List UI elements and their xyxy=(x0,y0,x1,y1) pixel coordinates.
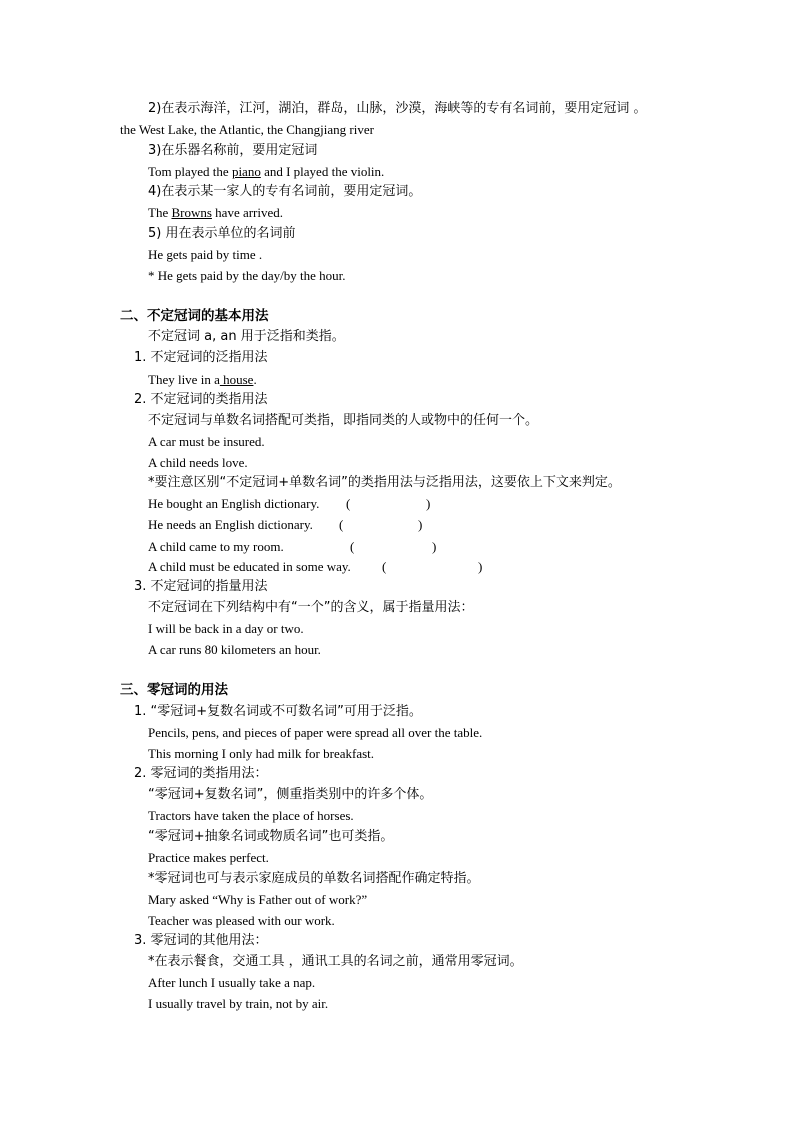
indef-point-2-example-1: A car must be insured. xyxy=(148,434,265,449)
zero-point-3-example-2: I usually travel by train, not by air. xyxy=(148,996,329,1011)
answer-blank-2-open: ( xyxy=(339,517,344,532)
answer-blank-3-open: ( xyxy=(350,539,355,554)
exercise-line-3: A child came to my room. xyxy=(148,539,284,554)
item-5-heading: 5) 用在表示单位的名词前 xyxy=(148,226,296,241)
zero-point-2-desc-2: “零冠词+抽象名词或物质名词”也可类指。 xyxy=(148,829,394,844)
answer-blank-2-close: ) xyxy=(418,517,423,532)
indefinite-intro: 不定冠词 a, an 用于泛指和类指。 xyxy=(148,329,345,344)
indef-point-2-example-2: A child needs love. xyxy=(148,455,248,470)
indef-point-3-example-2: A car runs 80 kilometers an hour. xyxy=(148,642,321,657)
zero-point-2-example-2: Practice makes perfect. xyxy=(148,850,269,865)
zero-point-2-example-3: Mary asked “Why is Father out of work?” xyxy=(148,892,368,907)
item-2-heading: 2)在表示海洋，江河，湖泊，群岛，山脉，沙漠，海峡等的专有名词前，要用定冠词 。 xyxy=(148,101,647,116)
zero-point-2-desc-1: “零冠词+复数名词”，侧重指类别中的许多个体。 xyxy=(148,787,433,802)
answer-blank-3-close: ) xyxy=(432,539,437,554)
zero-point-1-example-1: Pencils, pens, and pieces of paper were spread all over the table. xyxy=(148,725,483,740)
item-2-example: the West Lake, the Atlantic, the Changjiang river xyxy=(120,122,374,137)
answer-blank-4-open: ( xyxy=(382,559,387,574)
indef-point-1-heading: 1. 不定冠词的泛指用法 xyxy=(134,350,268,365)
answer-blank-4-close: ) xyxy=(478,559,483,574)
indef-point-1-example: They live in a house. xyxy=(148,372,257,387)
exercise-line-4: A child must be educated in some way. xyxy=(148,559,351,574)
section-zero-title: 三、零冠词的用法 xyxy=(120,682,228,698)
indef-point-3-example-1: I will be back in a day or two. xyxy=(148,621,304,636)
exercise-line-2: He needs an English dictionary. xyxy=(148,517,313,532)
zero-point-1-heading: 1. “零冠词+复数名词或不可数名词”可用于泛指。 xyxy=(134,704,422,719)
item-4-heading: 4)在表示某一家人的专有名词前，要用定冠词。 xyxy=(148,184,422,199)
zero-point-1-example-2: This morning I only had milk for breakfast. xyxy=(148,746,375,761)
item-5-example-1: He gets paid by time . xyxy=(148,247,263,262)
section-indefinite-title: 二、不定冠词的基本用法 xyxy=(120,308,269,324)
indef-point-3-heading: 3. 不定冠词的指量用法 xyxy=(134,579,268,594)
item-4-example: The Browns have arrived. xyxy=(148,205,284,220)
indef-point-2-note: *要注意区别“不定冠词+单数名词”的类指用法与泛指用法，这要依上下文来判定。 xyxy=(148,475,621,490)
item-3-heading: 3)在乐器名称前，要用定冠词 xyxy=(148,143,318,158)
zero-point-3-note: *在表示餐食，交通工具 ，通讯工具的名词之前，通常用零冠词。 xyxy=(148,954,523,969)
zero-point-2-note: *零冠词也可与表示家庭成员的单数名词搭配作确定特指。 xyxy=(148,871,480,886)
zero-point-3-example-1: After lunch I usually take a nap. xyxy=(148,975,316,990)
answer-blank-1-open: ( xyxy=(346,496,351,511)
indef-point-3-desc: 不定冠词在下列结构中有“一个”的含义，属于指量用法： xyxy=(148,600,474,615)
zero-point-2-example-1: Tractors have taken the place of horses. xyxy=(148,808,354,823)
item-3-example: Tom played the piano and I played the violin. xyxy=(148,164,385,179)
answer-blank-1-close: ) xyxy=(426,496,431,511)
exercise-line-1: He bought an English dictionary. xyxy=(148,496,320,511)
indef-point-2-heading: 2. 不定冠词的类指用法 xyxy=(134,392,268,407)
zero-point-3-heading: 3. 零冠词的其他用法： xyxy=(134,933,268,948)
zero-point-2-heading: 2. 零冠词的类指用法： xyxy=(134,766,268,781)
zero-point-2-example-4: Teacher was pleased with our work. xyxy=(148,913,335,928)
item-5-example-2: * He gets paid by the day/by the hour. xyxy=(148,268,346,283)
indef-point-2-desc: 不定冠词与单数名词搭配可类指，即指同类的人或物中的任何一个。 xyxy=(148,413,539,428)
